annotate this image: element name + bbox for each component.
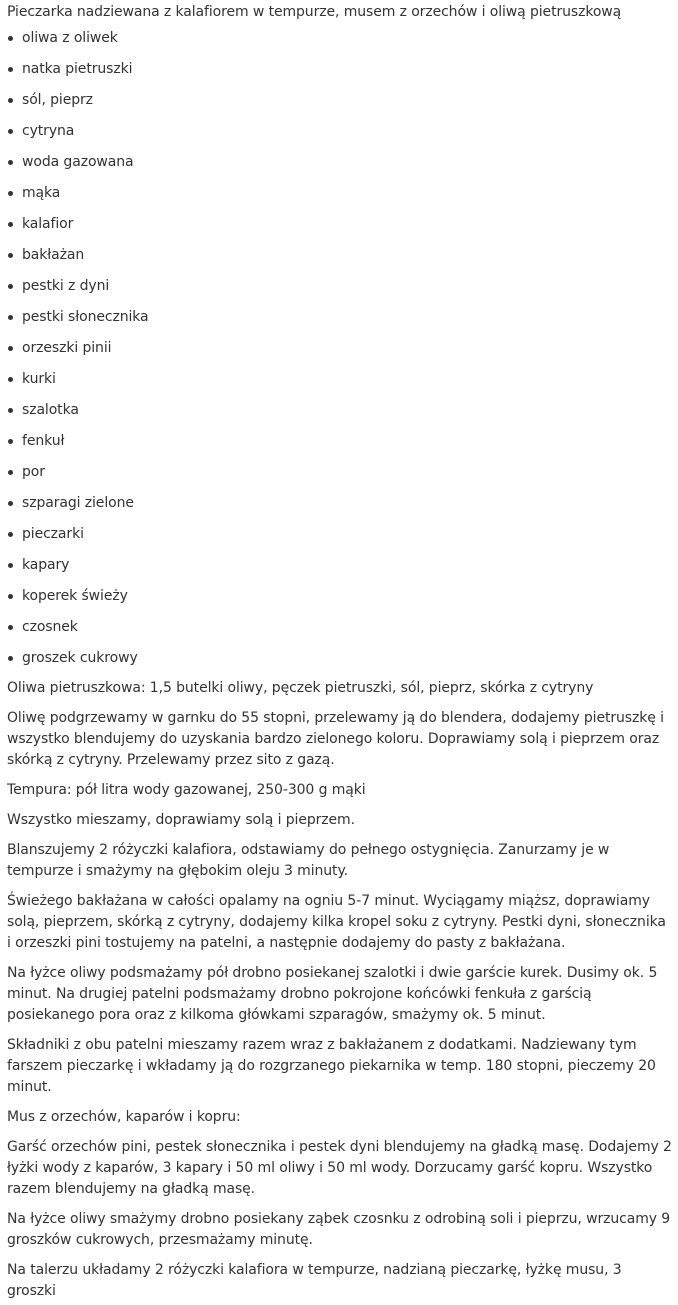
bullet-icon — [8, 377, 13, 382]
bullet-icon — [8, 408, 13, 413]
recipe-article — [0, 1, 678, 1302]
list-item — [7, 492, 672, 523]
eggplant-paragraph: Świeżego bakłażana w całości opalamy na ogniu 5-7 minut. Wyciągamy miąższ, doprawiamy solą, pieprzem, skórką z cytryny, dodajemy kilka kropel soku z cytryny. Pestki dyni, słonecznika i orzeszki pini tostujemy na patelni, a następnie dodajemy do pasty z bakłażana. — [7, 893, 666, 951]
peas-paragraph: Na łyżce oliwy smażymy drobno posiekany ząbek czosnku z odrobiną soli i pieprzu, wrzucamy 9 groszków cukrowych, przesmażamy minutę. — [7, 1211, 671, 1248]
ingredient-label: kurki — [22, 371, 56, 387]
list-item — [7, 27, 672, 58]
ingredient-label: szparagi zielone — [22, 495, 134, 511]
oil-header-paragraph: Oliwa pietruszkowa: 1,5 butelki oliwy, pęczek pietruszki, sól, pieprz, skórka z cytryny — [7, 680, 594, 696]
bullet-icon — [8, 656, 13, 661]
bullet-icon — [8, 160, 13, 165]
ingredient-label: mąka — [22, 185, 61, 201]
oil-method-paragraph: Oliwę podgrzewamy w garnku do 55 stopni, przelewamy ją do blendera, dodajemy pietruszkę i wszystko blendujemy do uzyskania bardzo zielonego koloru. Doprawiamy solą i pieprzem oraz skórką z cytryny. Przelewamy przez sito z gazą. — [7, 710, 664, 768]
list-item — [7, 306, 672, 337]
tempura-header-paragraph: Tempura: pół litra wody gazowanej, 250-300 g mąki — [7, 782, 366, 798]
bullet-icon — [8, 346, 13, 351]
ingredient-label: kalafior — [22, 216, 74, 232]
bullet-icon — [8, 470, 13, 475]
ingredient-label: por — [22, 464, 45, 480]
list-item — [7, 151, 672, 182]
ingredient-label: cytryna — [22, 123, 75, 139]
bullet-icon — [8, 36, 13, 41]
ingredient-label: fenkuł — [22, 433, 65, 449]
bullet-icon — [8, 625, 13, 630]
list-item — [7, 213, 672, 244]
chanterelles-paragraph: Na łyżce oliwy podsmażamy pół drobno posiekanej szalotki i dwie garście kurek. Dusimy ok. 5 minut. Na drugiej patelni podsmażamy drobno pokrojone końcówki fenkuła z garścią posiekanego pora oraz z kilkoma główkami szparagów, smażymy ok. 5 minut. — [7, 965, 658, 1023]
bullet-icon — [8, 532, 13, 537]
ingredient-label: pieczarki — [22, 526, 84, 542]
bullet-icon — [8, 98, 13, 103]
list-item — [7, 337, 672, 368]
mousse-method-paragraph: Garść orzechów pini, pestek słonecznika i pestek dyni blendujemy na gładką masę. Dodajemy 2 łyżki wody z kaparów, 3 kapary i 50 ml oliwy i 50 ml wody. Dorzucamy garść kopru. Wszystko razem blendujemy na gładką masę. — [7, 1139, 672, 1197]
ingredient-label: szalotka — [22, 402, 79, 418]
list-item — [7, 275, 672, 306]
list-item — [7, 616, 672, 647]
list-item — [7, 647, 672, 678]
ingredient-label: oliwa z oliwek — [22, 30, 118, 46]
ingredient-label: orzeszki pinii — [22, 340, 112, 356]
ingredient-label: natka pietruszki — [22, 61, 133, 77]
ingredient-label: woda gazowana — [22, 154, 134, 170]
list-item — [7, 399, 672, 430]
ingredient-label: koperek świeży — [22, 588, 128, 604]
ingredient-label: kapary — [22, 557, 70, 573]
list-item — [7, 182, 672, 213]
list-item — [7, 244, 672, 275]
list-item — [7, 430, 672, 461]
bullet-icon — [8, 501, 13, 506]
bullet-icon — [8, 563, 13, 568]
list-item — [7, 120, 672, 151]
list-item — [7, 368, 672, 399]
ingredients-list — [7, 27, 672, 678]
plating-paragraph: Na talerzu układamy 2 różyczki kalafiora w tempurze, nadzianą pieczarkę, łyżkę musu, 3 groszki — [7, 1262, 622, 1299]
bullet-icon — [8, 222, 13, 227]
tempura-method-paragraph: Wszystko mieszamy, doprawiamy solą i pieprzem. — [7, 812, 355, 828]
stuffing-paragraph: Składniki z obu patelni mieszamy razem wraz z bakłażanem z dodatkami. Nadziewany tym farszem pieczarkę i wkładamy ją do rozgrzanego piekarnika w temp. 180 stopni, pieczemy 20 minut. — [7, 1037, 656, 1095]
bullet-icon — [8, 253, 13, 258]
list-item — [7, 585, 672, 616]
bullet-icon — [8, 594, 13, 599]
ingredient-label: pestki słonecznika — [22, 309, 149, 325]
list-item — [7, 89, 672, 120]
bullet-icon — [8, 284, 13, 289]
bullet-icon — [8, 191, 13, 196]
cauliflower-paragraph: Blanszujemy 2 różyczki kalafiora, odstawiamy do pełnego ostygnięcia. Zanurzamy je w tempurze i smażymy na głębokim oleju 3 minuty. — [7, 842, 610, 879]
list-item — [7, 461, 672, 492]
list-item — [7, 554, 672, 585]
bullet-icon — [8, 129, 13, 134]
recipe-title: Pieczarka nadziewana z kalafiorem w tempurze, musem z orzechów i oliwą pietruszkową — [7, 4, 622, 20]
list-item — [7, 58, 672, 89]
bullet-icon — [8, 439, 13, 444]
ingredient-label: czosnek — [22, 619, 78, 635]
list-item — [7, 523, 672, 554]
bullet-icon — [8, 67, 13, 72]
ingredient-label: pestki z dyni — [22, 278, 110, 294]
bullet-icon — [8, 315, 13, 320]
ingredient-label: groszek cukrowy — [22, 650, 138, 666]
mousse-header-paragraph: Mus z orzechów, kaparów i kopru: — [7, 1109, 241, 1125]
ingredient-label: bakłażan — [22, 247, 85, 263]
ingredient-label: sól, pieprz — [22, 92, 93, 108]
